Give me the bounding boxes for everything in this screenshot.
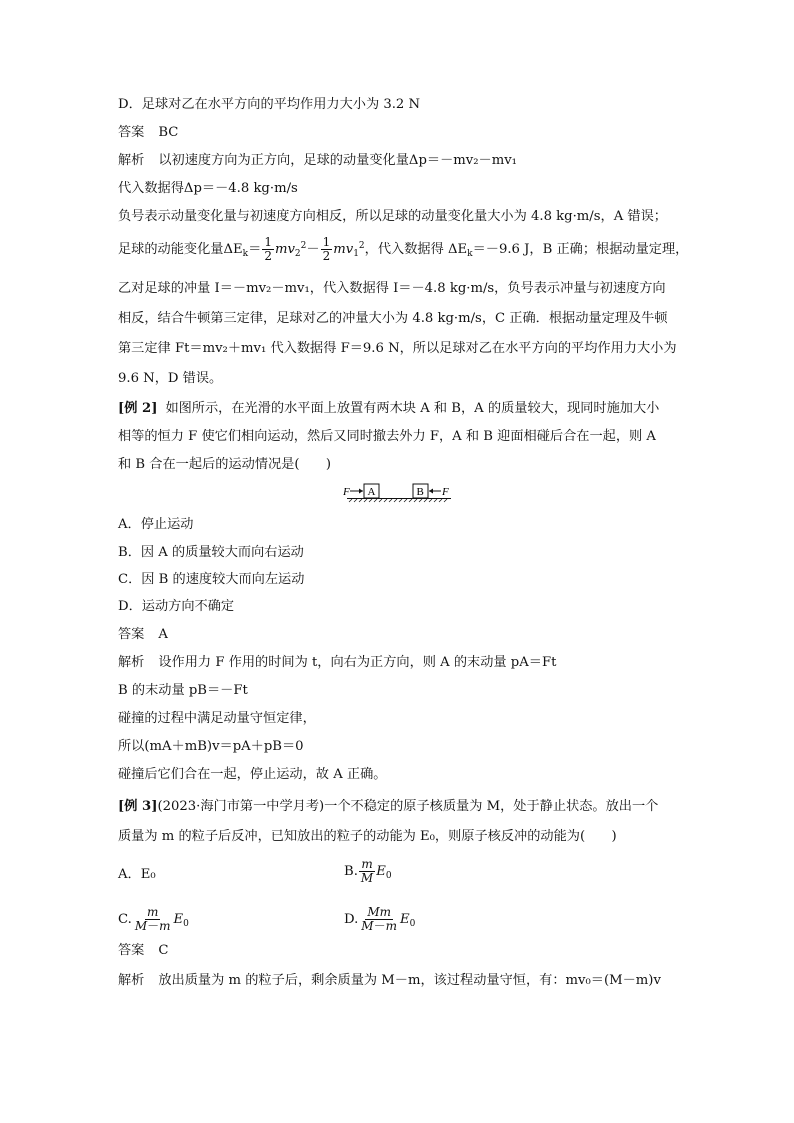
example-3-option-b: B. $\frac{m}{M}$ $E_0$ [344,857,392,885]
analysis-line: 碰撞后它们合在一起，停止运动，故 A 正确。 [118,767,387,782]
analysis-line: 代入数据得Δp＝－4.8 kg·m/s [118,181,298,196]
fraction-half: $\frac{1}{2}$ [322,235,331,263]
analysis-line: 9.6 N，D 错误。 [118,371,223,386]
example-3-stem: [例 3](2023·海门市第一中学月考)一个不稳定的原子核质量为 M，处于静止状态。放出一个 [118,799,659,814]
analysis-line: 所以(mA＋mB)v＝pA＋pB＝0 [118,739,304,754]
example-3-stem-line: 质量为 m 的粒子后反冲，已知放出的粒子的动能为 E₀，则原子核反冲的动能为( ) [118,829,617,844]
example-2-stem-line: 相等的恒力 F 使它们相向运动，然后又同时撤去外力 F，A 和 B 迎面相碰后合在一起，则 A [118,429,656,444]
fraction-m-over-M: $\frac{m}{M}$ [360,857,374,885]
fraction-Mm-over-M-minus-m: $\frac{Mm}{M-m}$ [361,905,397,933]
analysis-line: 相反，结合牛顿第三定律，足球对乙的冲量大小为 4.8 kg·m/s，C 正确．根据动量定理及牛顿 [118,311,668,326]
blocks-figure [343,482,455,504]
analysis-row-1 [118,152,517,170]
answer-row-1 [118,124,178,142]
example-3-option-a: A．E₀ [118,867,156,882]
block-b-label: B [416,486,424,498]
force-right-arrowhead [429,489,433,494]
analysis-label: 解析 [118,973,145,988]
answer-label: 答案 [118,943,145,958]
answer-value: A [158,627,168,642]
example-2-stem: [例 2] 如图所示，在光滑的水平面上放置有两木块 A 和 B，A 的质量较大，现同时施加大小 [118,401,660,416]
ground-hatching [349,499,447,502]
answer-label: 答案 [118,627,145,642]
answer-value: C [158,943,169,958]
block-a-label: A [367,486,376,498]
example-3-tag: [例 3] [118,799,158,814]
force-left-arrowhead [359,489,363,494]
example-2-stem-line: 和 B 合在一起后的运动情况是( ) [118,457,331,472]
example-2-option-d: D．运动方向不确定 [118,599,235,614]
example-2-tag: [例 2] [118,401,158,416]
fraction-m-over-M-minus-m: $\frac{m}{M-m}$ [134,905,171,933]
example-3-option-c: C. $\frac{m}{M-m}$ $E_0$ [118,905,189,933]
analysis-label: 解析 [118,655,145,670]
analysis-line: 第三定律 Ft＝mv₂＋mv₁ 代入数据得 F＝9.6 N，所以足球对乙在水平方向的平均作用力大小为 [118,341,677,356]
force-left-label: F [343,486,350,498]
answer-label: 答案 [118,125,145,140]
example-3-option-d: D. $\frac{Mm}{M-m}$ $E_0$ [344,905,416,933]
answer-value: BC [158,125,179,140]
answer-row-2 [118,626,168,644]
analysis-line: 乙对足球的冲量 I＝－mv₂－mv₁，代入数据得 I＝－4.8 kg·m/s，负号表示冲量与初速度方向 [118,281,666,296]
analysis-row-2: 解析 设作用力 F 作用的时间为 t，向右为正方向，则 A 的末动量 pA＝Ft [118,655,557,670]
option-d-prev: D．足球对乙在水平方向的平均作用力大小为 3.2 N [118,97,421,112]
analysis-text: 以初速度方向为正方向，足球的动量变化量Δp＝－mv₂－mv₁ [158,153,517,168]
example-2-option-b: B．因 A 的质量较大而向右运动 [118,545,304,560]
analysis-row-3: 解析 放出质量为 m 的粒子后，剩余质量为 M－m，该过程动量守恒，有：mv₀＝(M－m)v [118,973,661,988]
analysis-line-kinetic: 足球的动能变化量$\Delta E_k=$ $\frac{1}{2}$ $mv_2^2-$ $\frac{1}{2}$ $mv_1^2$，代入数据得 $\Delta E_k=-9.6$ J，B 正确；根据动量定理， [118,235,689,263]
analysis-line: 负号表示动量变化量与初速度方向相反，所以足球的动量变化量大小为 4.8 kg·m/s，A 错误； [118,209,667,224]
analysis-line: B 的末动量 pB＝－Ft [118,683,248,698]
force-right-label: F [442,486,449,498]
example-2-option-c: C．因 B 的速度较大而向左运动 [118,572,305,587]
answer-row-3 [118,942,168,960]
analysis-label: 解析 [118,153,145,168]
example-2-option-a: A．停止运动 [118,517,194,532]
analysis-line: 碰撞的过程中满足动量守恒定律， [118,711,316,726]
fraction-half: $\frac{1}{2}$ [264,235,272,263]
